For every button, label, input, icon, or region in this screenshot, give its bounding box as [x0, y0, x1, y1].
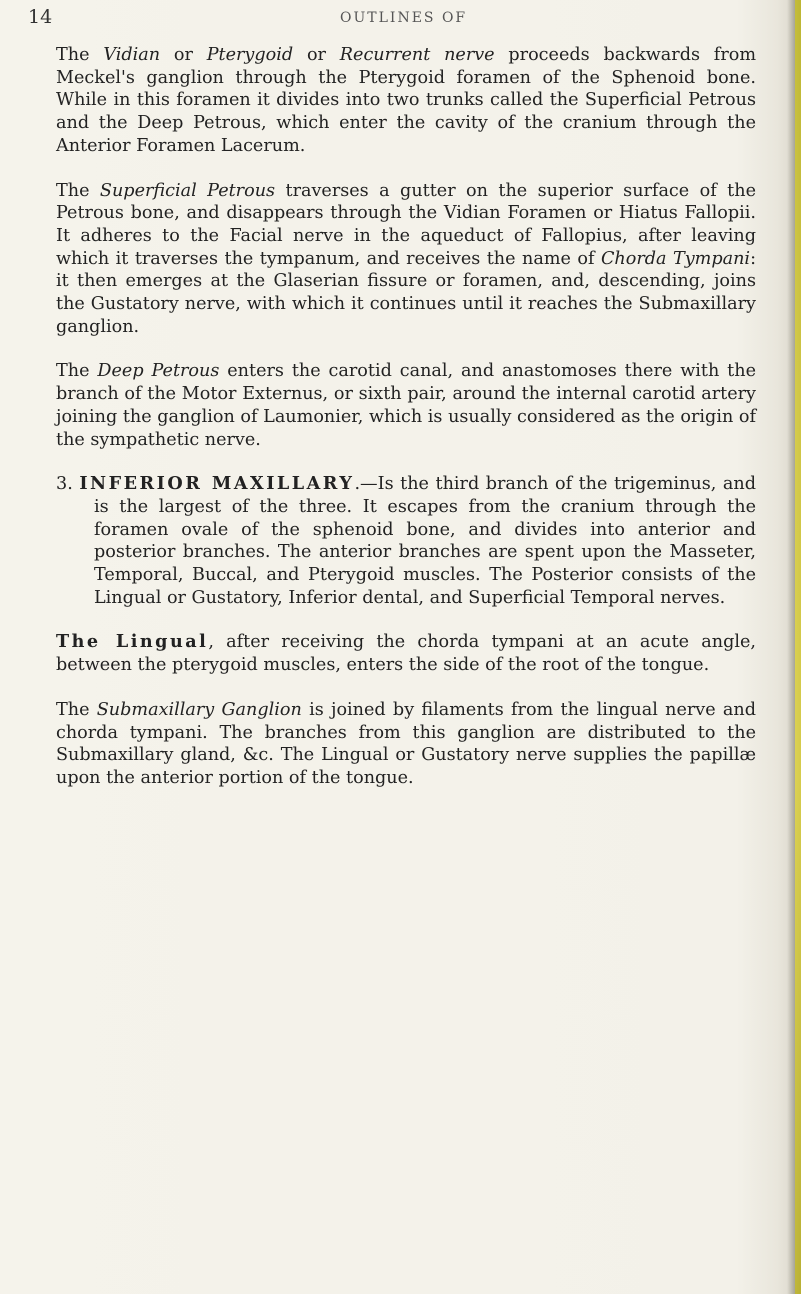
small-caps-heading: The Lingual — [56, 631, 209, 653]
text-run: or — [160, 45, 207, 65]
paragraph-deep-petrous — [56, 360, 756, 451]
paragraph-vidian — [56, 44, 756, 158]
text-run: , after receiving the chorda tympani at an acute angle, between the pterygoid muscles, enters the side of the root of the tongue. — [56, 632, 756, 676]
body-text — [56, 44, 756, 812]
text-run: enters the carotid canal, and anastomoses there with the branch of the Motor Externus, or sixth pair, around the internal carotid artery joining the ganglion of Laumonier, which is usually considered as the origin of the sympathetic nerve. — [56, 361, 756, 450]
text-run: The — [56, 361, 98, 382]
italic-term: Chorda Tympani — [600, 248, 751, 269]
text-run: or — [293, 45, 340, 65]
text-run: traverses a gutter on the superior surface of the Petrous bone, and disappears through the Vidian Foramen or Hiatus Fallopii. It adheres to the Facial nerve in the aqueduct of Fallopius, after leaving which it traverses the tympanum, and receives the name of — [56, 180, 756, 269]
italic-term: Vidian — [103, 45, 161, 65]
page-header — [28, 6, 768, 34]
italic-term: Deep Petrous — [97, 361, 220, 382]
paragraph-submaxillary — [56, 699, 756, 790]
text-run: is joined by filaments from the lingual nerve and chorda tympani. The branches from this ganglion are distributed to the Submaxillary gland, &c. The Lingual or Gustatory nerve supplies the papillæ upon the anterior portion of the tongue. — [56, 699, 756, 788]
paragraph-lingual — [56, 631, 756, 676]
paragraph-superficial-petrous — [56, 180, 756, 339]
text-run: .—Is the third branch of the trigeminus, and is the largest of the three. It escapes from the cranium through the foramen ovale of the sphenoid bone, and divides into anterior and posterior branches. The anterior branches are spent upon the Masseter, Temporal, Buccal, and Pterygoid muscles. The Posterior consists of the Lingual or Gustatory, Inferior dental, and Superficial Temporal nerves. — [94, 474, 756, 608]
text-run: 3. — [56, 474, 80, 495]
text-run: The — [56, 180, 100, 201]
page-number: 14 — [28, 6, 53, 28]
text-run: proceeds backwards from Meckel's ganglion through the Pterygoid foramen of the Sphenoid bone. While in this foramen it divides into two trunks called the Superficial Petrous and the Deep Petrous, which enter the cavity of the cranium through the Anterior Foramen Lacerum. — [56, 45, 757, 156]
paragraph-inferior-maxillary — [56, 473, 756, 609]
hanging-indent-block — [56, 473, 756, 609]
page-edge-strip — [795, 0, 801, 1294]
running-head: OUTLINES OF — [340, 10, 468, 26]
italic-term: Pterygoid — [206, 45, 294, 65]
italic-term: Superficial Petrous — [99, 180, 276, 201]
text-run: The — [56, 699, 97, 720]
text-run: : it then emerges at the Glaserian fissure or foramen, and, descending, joins the Gustatory nerve, with which it continues until it reaches the Submaxillary ganglion. — [56, 248, 756, 337]
text-run: The — [56, 45, 104, 65]
italic-term: Recurrent nerve — [339, 45, 495, 65]
small-caps-heading: INFERIOR MAXILLARY — [79, 473, 355, 495]
italic-term: Submaxillary Ganglion — [96, 699, 302, 720]
